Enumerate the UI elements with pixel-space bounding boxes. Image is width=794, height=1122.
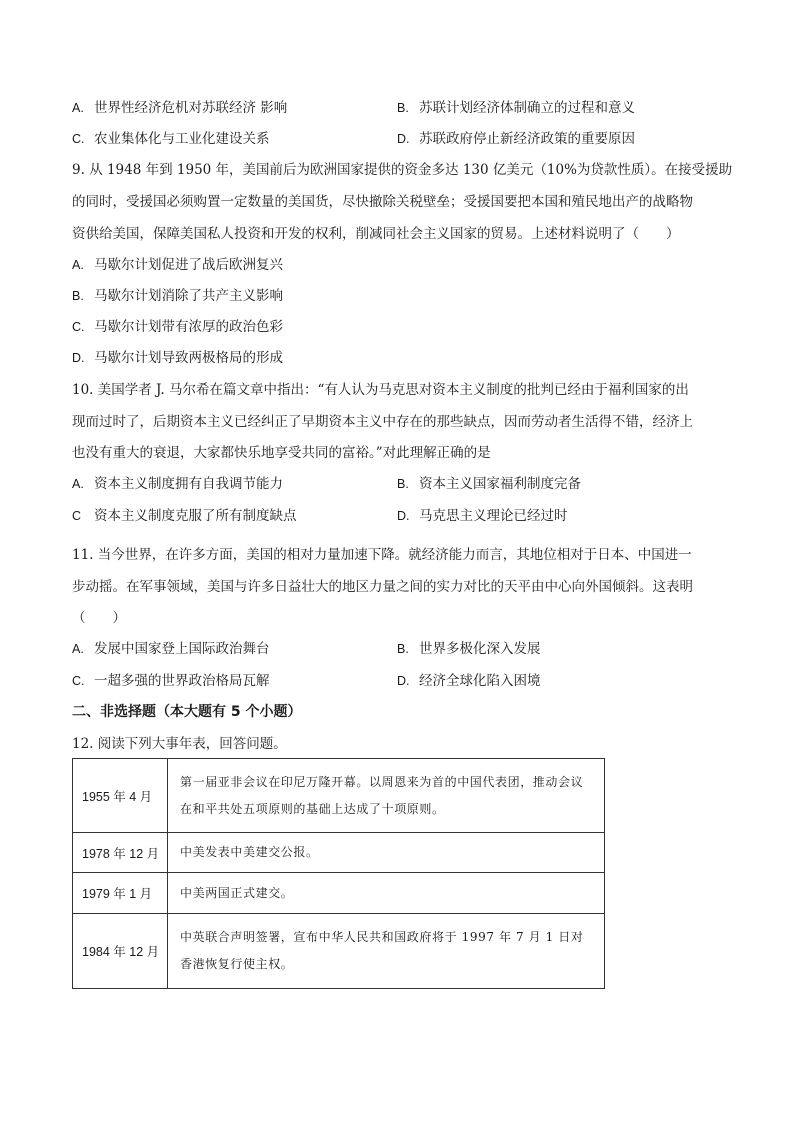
q10-option-c[interactable]: [72, 507, 297, 525]
q9-stem-line: 9. 从 1948 年到 1950 年，美国前后为欧洲国家提供的资金多达 130 亿美元（10%为贷款性质）。在接受援助: [72, 162, 733, 178]
option-text: 马歇尔计划促进了战后欧洲复兴: [94, 257, 283, 273]
option-text: 苏联计划经济体制确立的过程和意义: [419, 100, 635, 116]
option-label: A.: [72, 477, 84, 491]
q11-stem-line: 11. 当今世界，在许多方面，美国的相对力量加速下降。就经济能力而言，其地位相对于日本、中国进一: [72, 547, 692, 563]
event-text: 中美两国正式建交。: [168, 873, 605, 914]
q10-option-a[interactable]: [72, 475, 283, 493]
q11-option-a[interactable]: [72, 640, 270, 658]
option-text: 资本主义国家福利制度完备: [419, 476, 581, 492]
option-text: 资本主义制度拥有自我调节能力: [94, 476, 283, 492]
option-text: 农业集体化与工业化建设关系: [94, 131, 270, 147]
q9-option-a[interactable]: [72, 256, 283, 274]
option-label: B.: [397, 477, 409, 491]
q11-option-b[interactable]: [397, 640, 541, 658]
option-text: 经济全球化陷入困境: [419, 673, 541, 689]
option-text: 马歇尔计划消除了共产主义影响: [94, 288, 283, 304]
section-heading: 二、非选择题（本大题有 5 个小题）: [72, 704, 302, 720]
q11-stem-line: 步动摇。在军事领域，美国与许多日益壮大的地区力量之间的实力对比的天平由中心向外国倾斜。这表明: [72, 579, 693, 595]
q11-stem-line: （ ）: [72, 610, 126, 626]
option-text: 世界性经济危机对苏联经济 影响: [94, 100, 288, 116]
q8-option-b[interactable]: [397, 99, 635, 117]
q12-prompt: 12. 阅读下列大事年表，回答问题。: [72, 736, 287, 752]
q9-stem-line: 的同时，受援国必须购置一定数量的美国货，尽快撤除关税壁垒；受援国要把本国和殖民地出产的战略物: [72, 194, 693, 210]
option-label: D.: [397, 132, 410, 146]
option-label: A.: [72, 101, 84, 115]
option-label: A.: [72, 642, 84, 656]
table-row: [73, 759, 605, 833]
q9-option-d[interactable]: [72, 349, 283, 367]
option-text: 发展中国家登上国际政治舞台: [94, 641, 270, 657]
event-date: 1984 年 12 月: [73, 914, 168, 989]
q10-stem-line: 10. 美国学者 J. 马尔希在篇文章中指出：“有人认为马克思对资本主义制度的批判已经由于福利国家的出: [72, 382, 689, 398]
q9-stem-line: 资供给美国，保障美国私人投资和开发的权利，削减同社会主义国家的贸易。上述材料说明了（ ）: [72, 226, 680, 242]
option-label: D.: [397, 509, 410, 523]
q10-option-b[interactable]: [397, 475, 581, 493]
table-row: [73, 873, 605, 914]
event-text: 中英联合声明签署，宣布中华人民共和国政府将于 1997 年 7 月 1 日对香港恢复行使主权。: [168, 914, 605, 989]
table-row: [73, 833, 605, 873]
option-label: B.: [397, 101, 409, 115]
option-label: D.: [397, 674, 410, 688]
option-label: C.: [72, 320, 85, 334]
option-text: 马歇尔计划带有浓厚的政治色彩: [94, 319, 283, 335]
q10-stem-line: 现而过时了，后期资本主义已经纠正了早期资本主义中存在的那些缺点，因而劳动者生活得不错，经济上: [72, 414, 693, 430]
option-label: D.: [72, 351, 85, 365]
q8-option-d[interactable]: [397, 130, 635, 148]
event-date: 1978 年 12 月: [73, 833, 168, 873]
option-label: B.: [72, 289, 84, 303]
table-row: [73, 914, 605, 989]
option-label: C.: [72, 674, 85, 688]
q10-stem-line: 也没有重大的衰退，大家都快乐地享受共同的富裕。”对此理解正确的是: [72, 445, 491, 461]
q9-option-b[interactable]: [72, 287, 283, 305]
option-label: C.: [72, 132, 85, 146]
option-text: 马歇尔计划导致两极格局的形成: [94, 350, 283, 366]
event-text: 中美发表中美建交公报。: [168, 833, 605, 873]
option-label: C: [72, 509, 82, 523]
event-table: [72, 758, 605, 989]
option-text: 世界多极化深入发展: [419, 641, 541, 657]
option-label: A.: [72, 258, 84, 272]
event-date: 1979 年 1 月: [73, 873, 168, 914]
q10-option-d[interactable]: [397, 507, 568, 525]
option-text: 马克思主义理论已经过时: [419, 508, 568, 524]
q8-option-c[interactable]: [72, 130, 270, 148]
option-text: 苏联政府停止新经济政策的重要原因: [419, 131, 635, 147]
q11-option-c[interactable]: [72, 672, 270, 690]
q8-option-a[interactable]: [72, 99, 287, 117]
option-text: 一超多强的世界政治格局瓦解: [94, 673, 270, 689]
option-label: B.: [397, 642, 409, 656]
q9-option-c[interactable]: [72, 318, 283, 336]
q11-option-d[interactable]: [397, 672, 541, 690]
event-text: 第一届亚非会议在印尼万隆开幕。以周恩来为首的中国代表团，推动会议在和平共处五项原则的基础上达成了十项原则。: [168, 759, 605, 833]
event-date: 1955 年 4 月: [73, 759, 168, 833]
option-text: 资本主义制度克服了所有制度缺点: [94, 508, 297, 524]
